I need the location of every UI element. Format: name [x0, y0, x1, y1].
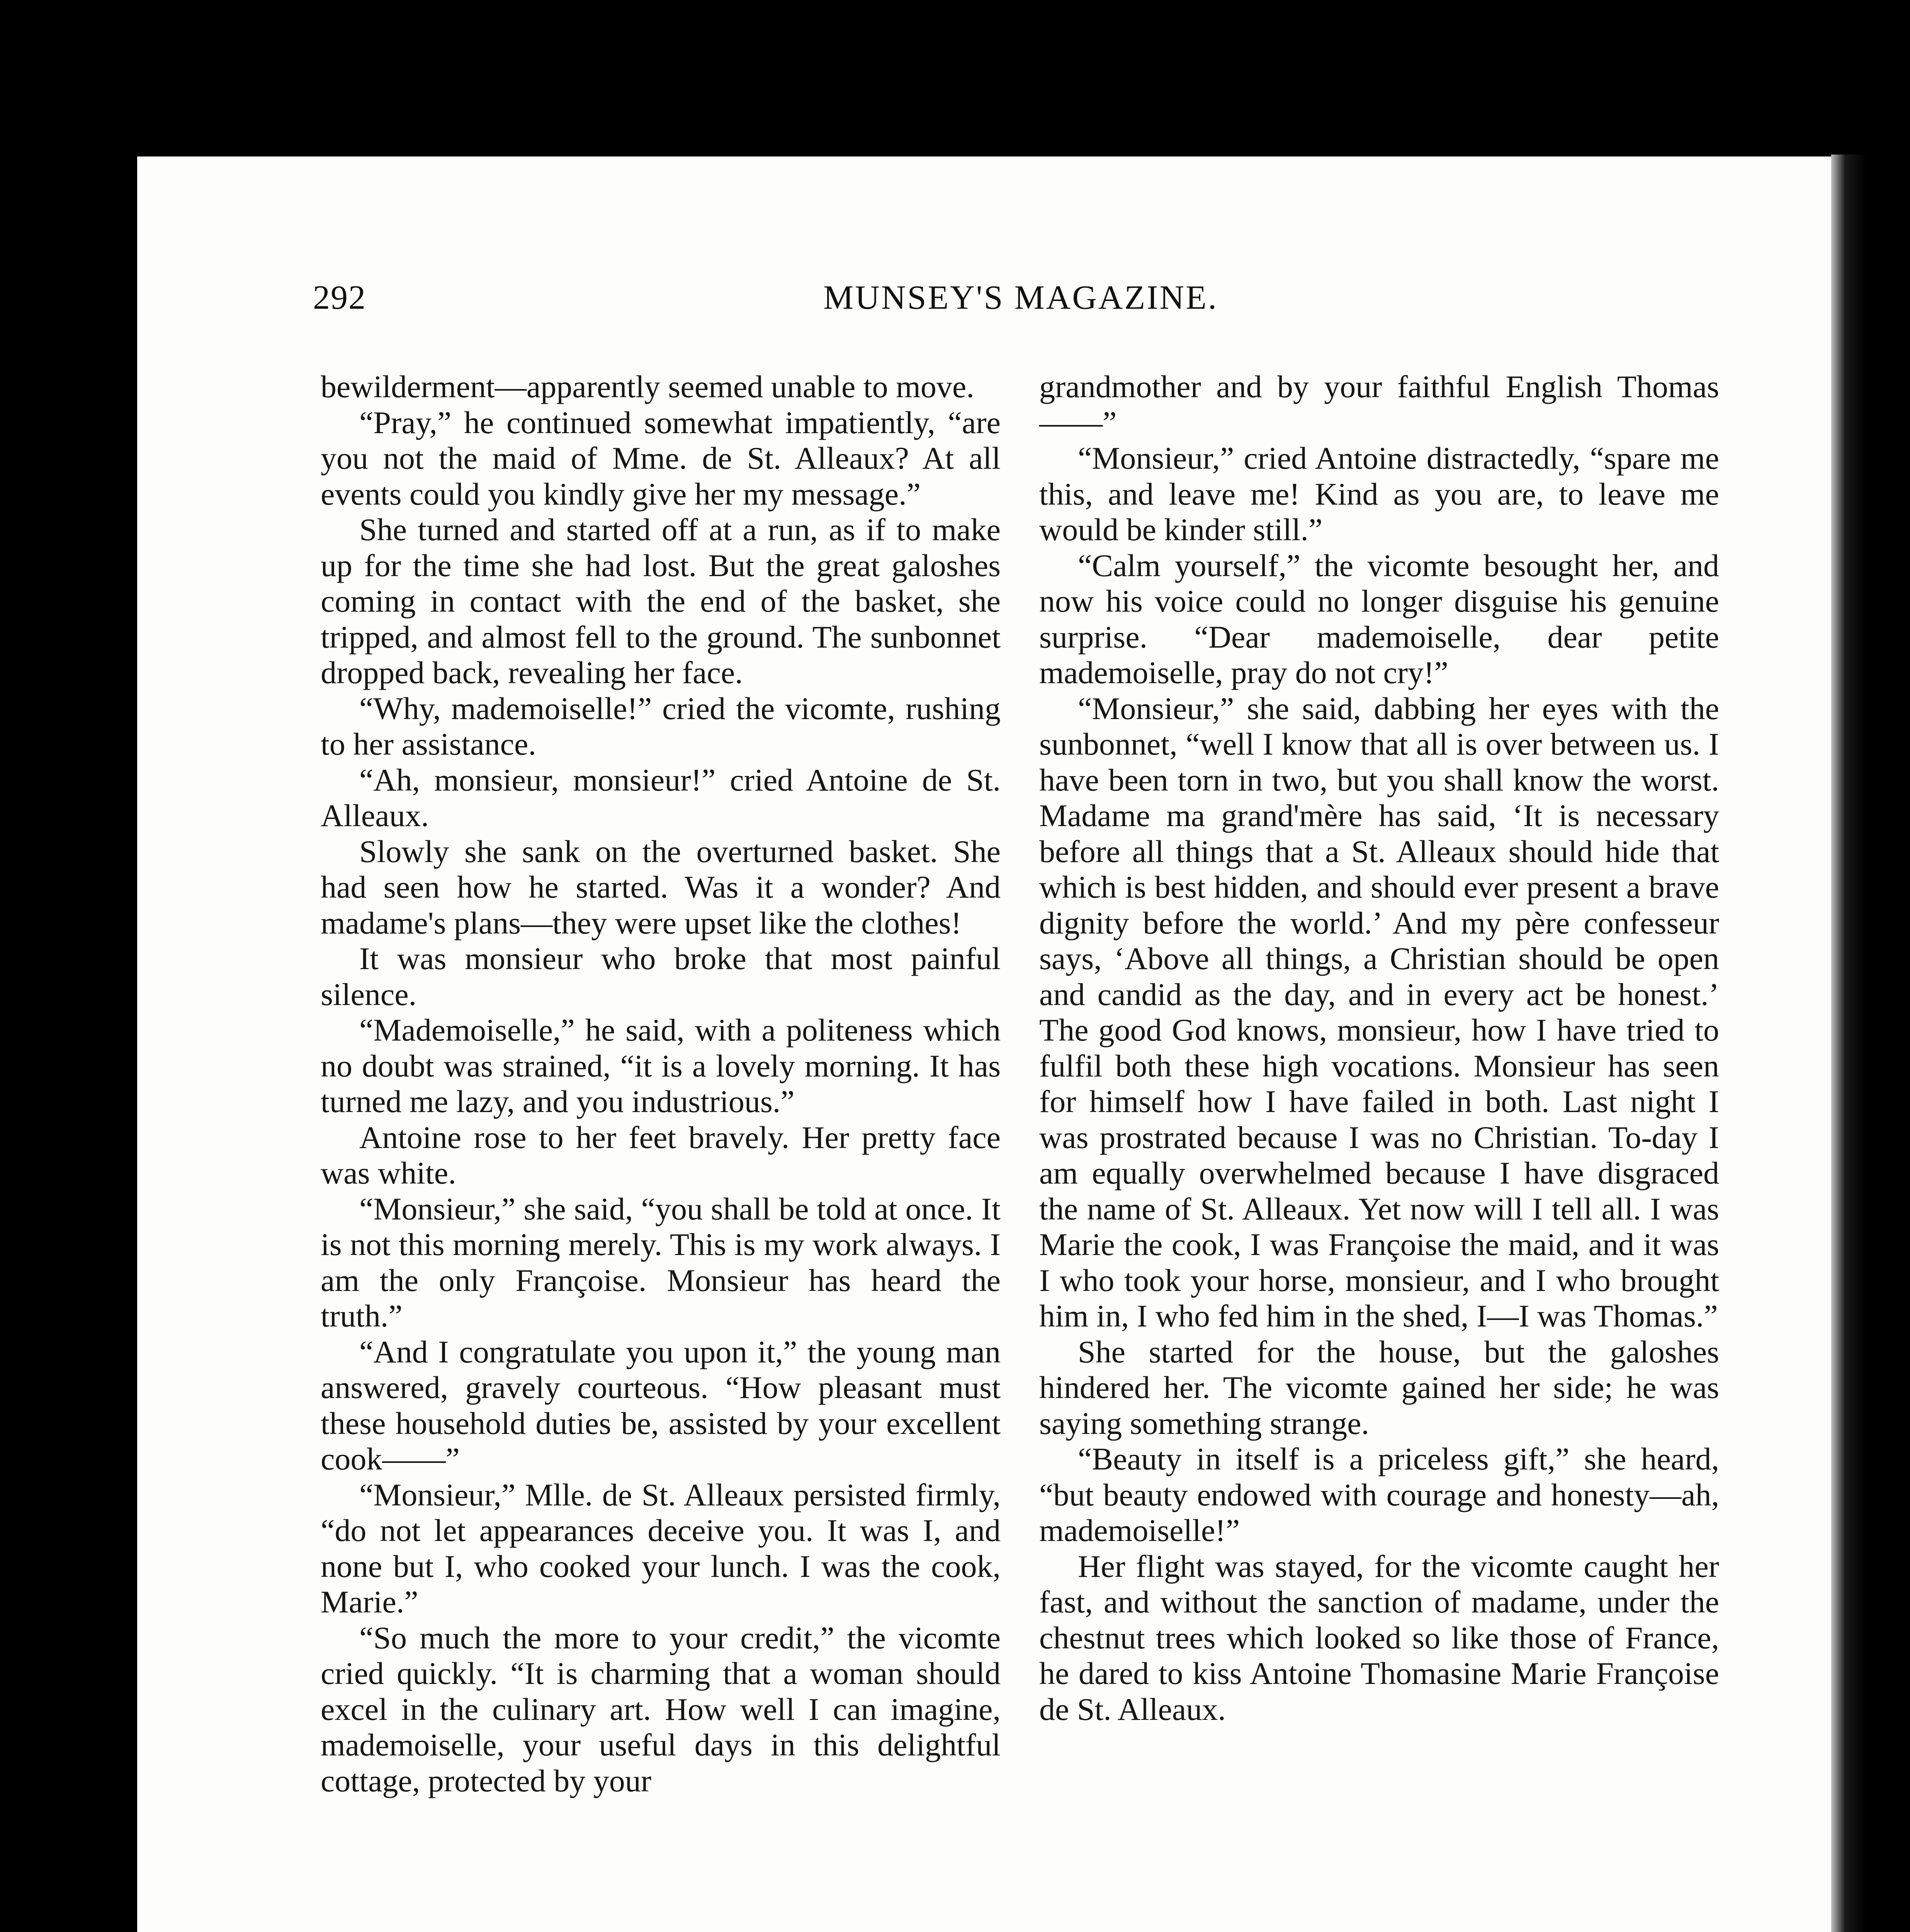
paragraph: “Calm yourself,” the vicomte besought her, and now his voice could no longer disguise his genuine surprise. “Dear mademoiselle, dear petite mademoiselle, pray do not cry!” — [1039, 548, 1719, 690]
page-number: 292 — [313, 279, 366, 316]
paragraph: “Beauty in itself is a priceless gift,” she heard, “but beauty endowed with courage and honesty—ah, mademoiselle!” — [1039, 1441, 1719, 1548]
paragraph: “Ah, monsieur, monsieur!” cried Antoine de St. Alleaux. — [321, 762, 1001, 833]
left-text-column — [321, 369, 1001, 1799]
paragraph: Antoine rose to her feet bravely. Her pretty face was white. — [321, 1119, 1001, 1190]
paragraph: “Why, mademoiselle!” cried the vicomte, rushing to her assistance. — [321, 690, 1001, 762]
paragraph: It was monsieur who broke that most painful silence. — [321, 941, 1001, 1012]
paragraph: She started for the house, but the galoshes hindered her. The vicomte gained her side; he was saying something strange. — [1039, 1334, 1719, 1441]
paragraph: Her flight was stayed, for the vicomte caught her fast, and without the sanction of madame, under the chestnut trees which looked so like those of France, he dared to kiss Antoine Thomasine Marie Françoise de St. Alleaux. — [1039, 1548, 1719, 1727]
page-header — [313, 278, 1728, 321]
book-gutter — [1831, 155, 1866, 1932]
running-title: MUNSEY'S MAGAZINE. — [823, 279, 1218, 316]
paragraph: Slowly she sank on the overturned basket. She had seen how he started. Was it a wonder? And madame's plans—they were upset like the clothes! — [321, 833, 1001, 940]
paragraph: “Monsieur,” Mlle. de St. Alleaux persisted firmly, “do not let appearances deceive you. It was I, and none but I, who cooked your lunch. I was the cook, Marie.” — [321, 1477, 1001, 1619]
paragraph: grandmother and by your faithful English Thomas——” — [1039, 369, 1719, 440]
paragraph: “Mademoiselle,” he said, with a politeness which no doubt was strained, “it is a lovely morning. It has turned me lazy, and you industrious.” — [321, 1012, 1001, 1119]
paragraph: She turned and started off at a run, as if to make up for the time she had lost. But the great galoshes coming in contact with the end of the basket, she tripped, and almost fell to the ground. The sunbonnet dropped back, revealing her face. — [321, 512, 1001, 690]
paragraph: “So much the more to your credit,” the vicomte cried quickly. “It is charming that a woman should excel in the culinary art. How well I can imagine, mademoiselle, your useful days in this delightful cottage, protected by your — [321, 1620, 1001, 1798]
paragraph: “Pray,” he continued somewhat impatiently, “are you not the maid of Mme. de St. Alleaux? At all events could you kindly give her my message.” — [321, 405, 1001, 512]
paragraph: bewilderment—apparently seemed unable to move. — [321, 369, 974, 404]
paragraph: “Monsieur,” cried Antoine distractedly, “spare me this, and leave me! Kind as you are, to leave me would be kinder still.” — [1039, 440, 1719, 547]
paragraph: “Monsieur,” she said, “you shall be told at once. It is not this morning merely. This is my work always. I am the only Françoise. Monsieur has heard the truth.” — [321, 1191, 1001, 1333]
paragraph: “And I congratulate you upon it,” the young man answered, gravely courteous. “How pleasant must these household duties be, assisted by your excellent cook——” — [321, 1334, 1001, 1476]
paragraph: “Monsieur,” she said, dabbing her eyes with the sunbonnet, “well I know that all is over between us. I have been torn in two, but you shall know the worst. Madame ma grand'mère has said, ‘It is necessary before all things that a St. Alleaux should hide that which is best hidden, and should ever present a brave dignity before the world.’ And my père confesseur says, ‘Above all things, a Christian should be open and candid as the day, and in every act be honest.’ The good God knows, monsieur, how I have tried to fulfil both these high vocations. Monsieur has seen for himself how I have failed in both. Last night I was prostrated because I was no Christian. To-day I am equally overwhelmed because I have disgraced the name of St. Alleaux. Yet now will I tell all. I was Marie the cook, I was Françoise the maid, and it was I who took your horse, monsieur, and I who brought him in, I who fed him in the shed, I—I was Thomas.” — [1039, 690, 1719, 1333]
right-text-column — [1039, 369, 1719, 1727]
